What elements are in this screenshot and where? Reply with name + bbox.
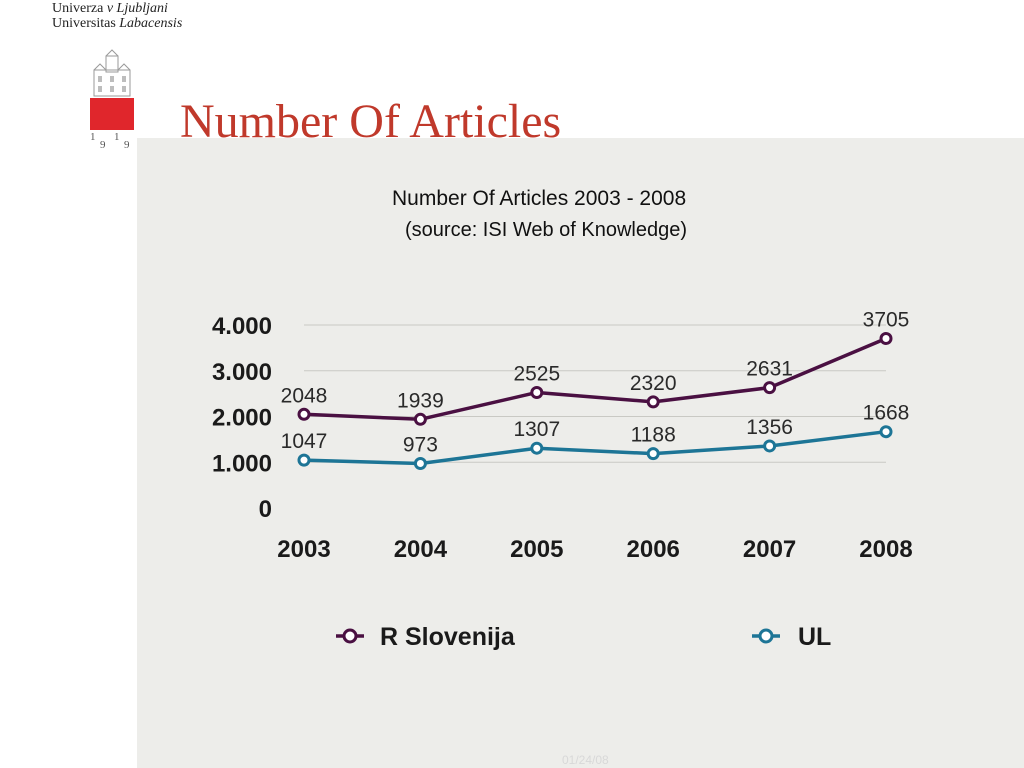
university-name-la-part1: Universitas	[52, 16, 120, 31]
y-tick-label-4: 4.000	[211, 313, 272, 340]
legend-marker-r-slovenija	[344, 630, 356, 642]
y-tick-label-2: 2.000	[211, 404, 272, 432]
x-tick-label-2007: 2007	[742, 536, 797, 563]
data-label-ul-2006: 1188	[630, 423, 676, 447]
x-tick-label-2004: 2004	[393, 536, 448, 563]
legend-label-r-slovenija: R Slovenija	[380, 623, 515, 651]
data-point-ul-2004	[415, 458, 425, 468]
x-tick-label-2006: 2006	[626, 536, 680, 563]
legend-label-ul: UL	[798, 623, 832, 651]
footer-date: 01/24/08	[562, 753, 609, 767]
page-title: Number Of Articles	[180, 95, 562, 148]
data-label-ul-2008: 1668	[862, 401, 910, 425]
x-tick-label-2003: 2003	[277, 536, 331, 563]
data-label-r-slovenija-2005: 2525	[513, 362, 561, 386]
data-label-r-slovenija-2004: 1939	[397, 389, 444, 413]
chart-subtitle: (source: ISI Web of Knowledge)	[405, 219, 687, 241]
data-point-r-slovenija-2004	[415, 414, 425, 424]
y-tick-label-1: 1.000	[211, 450, 272, 478]
data-label-r-slovenija-2008: 3705	[862, 308, 910, 332]
data-point-r-slovenija-2007	[765, 383, 775, 393]
logo-year-digit-3: 1	[114, 131, 120, 143]
data-label-ul-2005: 1307	[513, 418, 561, 442]
data-label-ul-2007: 1356	[746, 415, 793, 439]
data-point-ul-2005	[532, 443, 542, 453]
logo-year-digit-1: 1	[90, 131, 96, 143]
y-tick-label-3: 3.000	[211, 358, 272, 386]
data-label-r-slovenija-2007: 2631	[746, 357, 793, 381]
data-label-r-slovenija-2006: 2320	[629, 371, 677, 395]
data-point-r-slovenija-2003	[299, 409, 309, 419]
data-label-ul-2004: 973	[402, 433, 438, 457]
data-label-r-slovenija-2003: 2048	[280, 384, 328, 408]
y-tick-label-0: 0	[258, 496, 272, 523]
university-name-la-part2: Labacensis	[119, 16, 183, 31]
series-line-r-slovenija	[304, 338, 886, 419]
legend-marker-ul	[760, 630, 772, 642]
chart-title: Number Of Articles 2003 - 2008	[392, 187, 687, 210]
data-point-r-slovenija-2005	[532, 387, 542, 397]
data-point-r-slovenija-2008	[881, 333, 891, 343]
data-label-ul-2003: 1047	[280, 430, 328, 454]
data-point-r-slovenija-2006	[648, 397, 658, 407]
university-name-sl-part2: v Ljubljani	[106, 1, 168, 16]
data-point-ul-2003	[299, 455, 309, 465]
logo-year-digit-4: 9	[124, 139, 130, 151]
data-point-ul-2006	[648, 449, 658, 459]
data-point-ul-2007	[765, 441, 775, 451]
series-line-ul	[304, 432, 886, 464]
data-point-ul-2008	[881, 427, 891, 437]
university-name-sl-part1: Univerza	[52, 1, 107, 16]
x-tick-label-2005: 2005	[510, 536, 564, 563]
logo-year-digit-2: 9	[100, 139, 106, 151]
x-tick-label-2008: 2008	[859, 536, 913, 563]
